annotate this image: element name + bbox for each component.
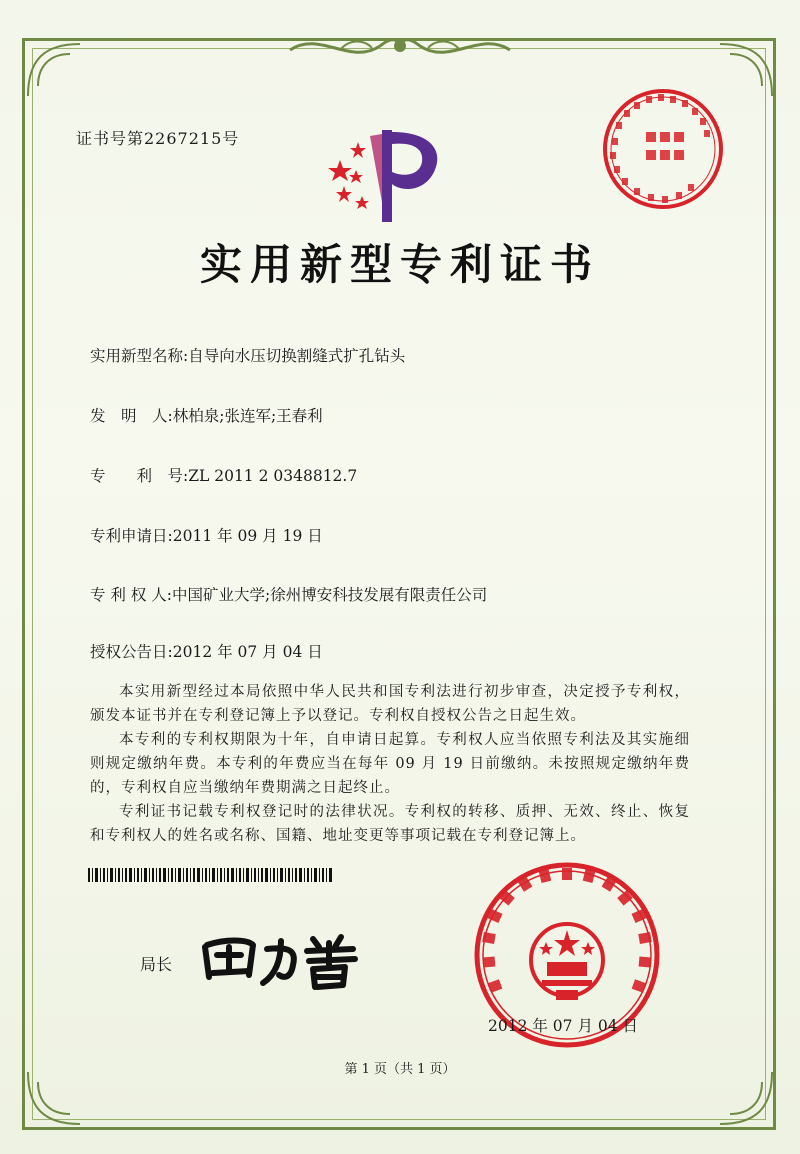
- stamp-date: 2012 年 07 月 04 日: [488, 1017, 639, 1035]
- certificate-number: 证书号第2267215号: [76, 129, 240, 148]
- patentee-value: 中国矿业大学;徐州博安科技发展有限责任公司: [172, 586, 488, 604]
- patentee-label: 专 利 权 人:: [90, 586, 173, 604]
- utility-model-name-label: 实用新型名称:: [90, 347, 189, 365]
- inventor-row: [90, 404, 323, 426]
- inventor-value: 林柏泉;张连军;王春利: [172, 407, 323, 425]
- paragraph-grant: 本实用新型经过本局依照中华人民共和国专利法进行初步审查，决定授予专利权，颁发本证书并在专利登记簿上予以登记。专利权自授权公告之日起生效。: [90, 684, 690, 724]
- page-number: 第 1 页（共 1 页）: [344, 1062, 456, 1077]
- utility-model-name-row: [90, 344, 405, 366]
- patentee-row: [90, 583, 487, 605]
- inventor-label: 发 明 人:: [90, 407, 173, 425]
- certificate-title: 实用新型专利证书: [199, 240, 600, 289]
- grant-date-value: 2012 年 07 月 04 日: [172, 643, 323, 661]
- grant-date-row: [90, 640, 323, 662]
- paragraph-legal-status: 专利证书记载专利权登记时的法律状况。专利权的转移、质押、无效、终止、恢复和专利权人的姓名或名称、国籍、地址变更等事项记载在专利登记簿上。: [90, 804, 690, 844]
- filing-date-value: 2011 年 09 月 19 日: [172, 527, 323, 545]
- paragraph-term: 本专利的专利权期限为十年，自申请日起算。专利权人应当依照专利法及其实施细则规定缴纳年费。本专利的年费应当在每年 09 月 19 日前缴纳。未按照规定缴纳年费的，专利权自应当缴纳年费期满之日起终止。: [90, 732, 690, 796]
- director-signature: [195, 925, 380, 995]
- tax-stamp-icon: [598, 84, 728, 214]
- director-label: 局长: [140, 955, 173, 974]
- grant-date-label: 授权公告日:: [90, 643, 173, 661]
- corner-ornament-bottom-right: [716, 1068, 776, 1128]
- certificate-body: [90, 680, 690, 848]
- patent-number-row: [90, 464, 357, 486]
- filing-date-row: [90, 524, 323, 546]
- corner-ornament-bottom-left: [24, 1068, 84, 1128]
- top-ornament: [280, 28, 520, 68]
- barcode: [88, 868, 332, 882]
- patent-office-logo-icon: [322, 122, 452, 232]
- corner-ornament-top-left: [24, 40, 84, 100]
- patent-number-label: 专 利 号:: [90, 467, 189, 485]
- utility-model-name-value: 自导向水压切换割缝式扩孔钻头: [188, 347, 406, 365]
- filing-date-label: 专利申请日:: [90, 527, 173, 545]
- patent-number-value: ZL 2011 2 0348812.7: [188, 467, 358, 485]
